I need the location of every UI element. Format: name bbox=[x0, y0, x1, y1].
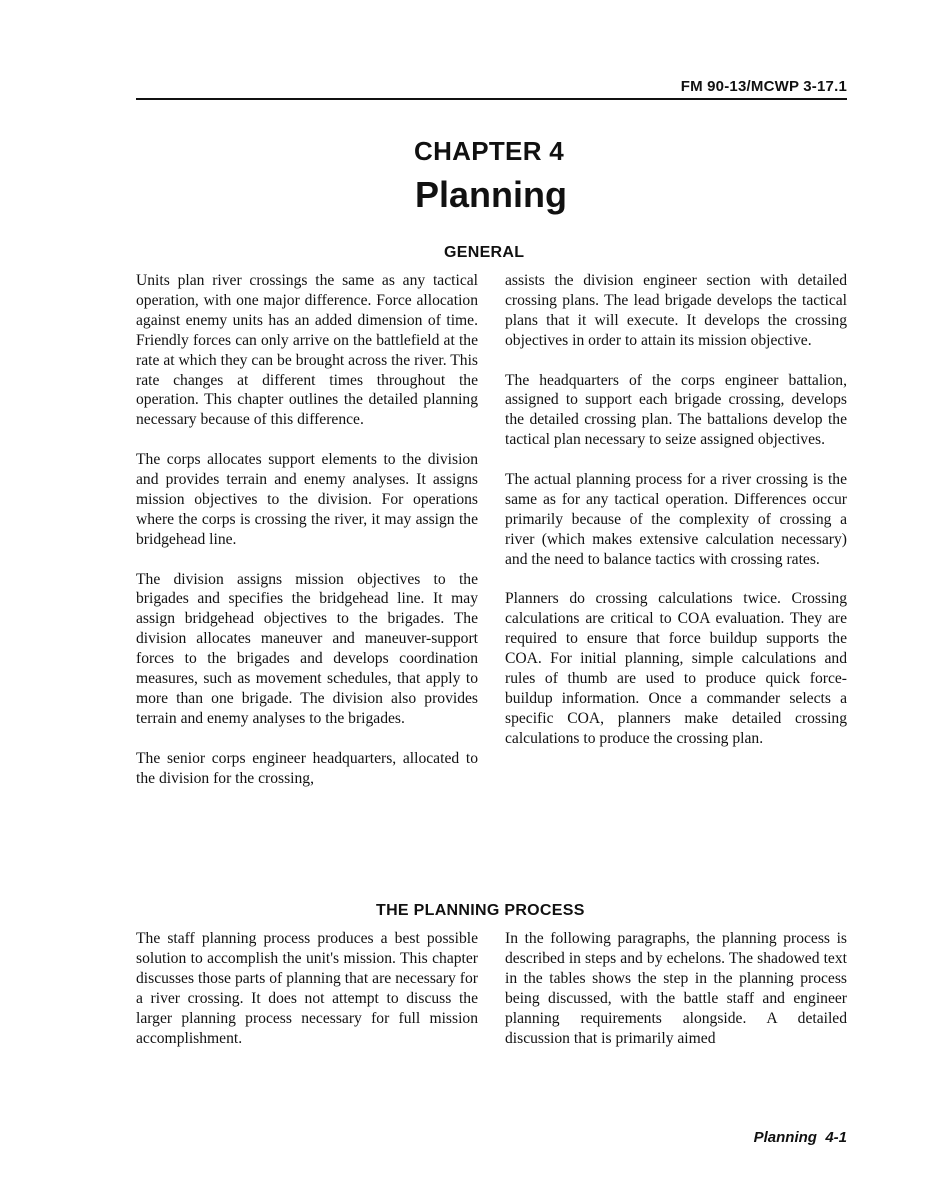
paragraph: Planners do crossing calculations twice. Crossing calculations are critical to COA evaluation. They are required to ensure that force buildup supports the COA. For initial planning, simple calculations and rules of thumb are used to produce quick force-buildup information. Once a commander selects a specific COA, planners make detailed crossing calculations to produce the crossing plan. bbox=[505, 590, 847, 747]
general-right-column bbox=[505, 271, 847, 749]
page-number: 4-1 bbox=[825, 1129, 847, 1146]
paragraph: The corps allocates support elements to the division and provides terrain and enemy analyses. It assigns mission objectives to the division. For operations where the corps is crossing the river, it may assign the bridgehead line. bbox=[136, 451, 478, 548]
document-code: FM 90-13/MCWP 3-17.1 bbox=[680, 78, 847, 95]
paragraph: The staff planning process produces a best possible solution to accomplish the unit's mission. This chapter discusses those parts of planning that are necessary for a river crossing. It does not attempt to discuss the larger planning process necessary for full mission accomplishment. bbox=[136, 930, 478, 1047]
paragraph: assists the division engineer section with detailed crossing plans. The lead brigade develops the tactical plans that it will execute. It develops the crossing objectives in order to attain its mission objective. bbox=[505, 272, 847, 349]
paragraph: Units plan river crossings the same as any tactical operation, with one major difference. Force allocation against enemy units has an added dimension of time. Friendly forces can only arrive on the battlefield at the rate at which they can be brought across the river. This rate changes at different times throughout the operation. This chapter outlines the detailed planning necessary because of this difference. bbox=[136, 272, 478, 429]
paragraph: The senior corps engineer headquarters, allocated to the division for the crossing, bbox=[136, 749, 478, 787]
page-footer bbox=[754, 1129, 847, 1146]
header-rule bbox=[136, 98, 847, 100]
planning-process-right-column bbox=[505, 929, 847, 1048]
paragraph: In the following paragraphs, the planning process is described in steps and by echelons. The shadowed text in the tables shows the step in the planning process being discussed, with the battle staff and engineer planning requirements alongside. A detailed discussion that is primarily aimed bbox=[505, 930, 847, 1047]
chapter-label: CHAPTER 4 bbox=[414, 136, 565, 166]
footer-section-name: Planning bbox=[753, 1129, 817, 1146]
chapter-title: Planning bbox=[415, 174, 567, 215]
section-heading-general: GENERAL bbox=[444, 244, 525, 261]
general-left-column bbox=[136, 271, 478, 789]
planning-process-left-column bbox=[136, 929, 478, 1048]
section-heading-planning-process: THE PLANNING PROCESS bbox=[376, 902, 585, 919]
paragraph: The headquarters of the corps engineer battalion, assigned to support each brigade crossing, develops the detailed crossing plan. The battalions develop the tactical plan necessary to seize assigned objectives. bbox=[505, 371, 847, 449]
paragraph: The actual planning process for a river crossing is the same as for any tactical operation. Differences occur primarily because of the complexity of crossing a river (which makes extensive calculation necessary) and the need to balance tactics with crossing rates. bbox=[505, 471, 847, 568]
paragraph: The division assigns mission objectives to the brigades and specifies the bridgehead line. It may assign bridgehead objectives to the brigades. The division allocates maneuver and maneuver-support forces to the brigades and develops coordination measures, such as movement schedules, that apply to more than one brigade. The division also provides terrain and enemy analyses to the brigades. bbox=[136, 570, 478, 727]
